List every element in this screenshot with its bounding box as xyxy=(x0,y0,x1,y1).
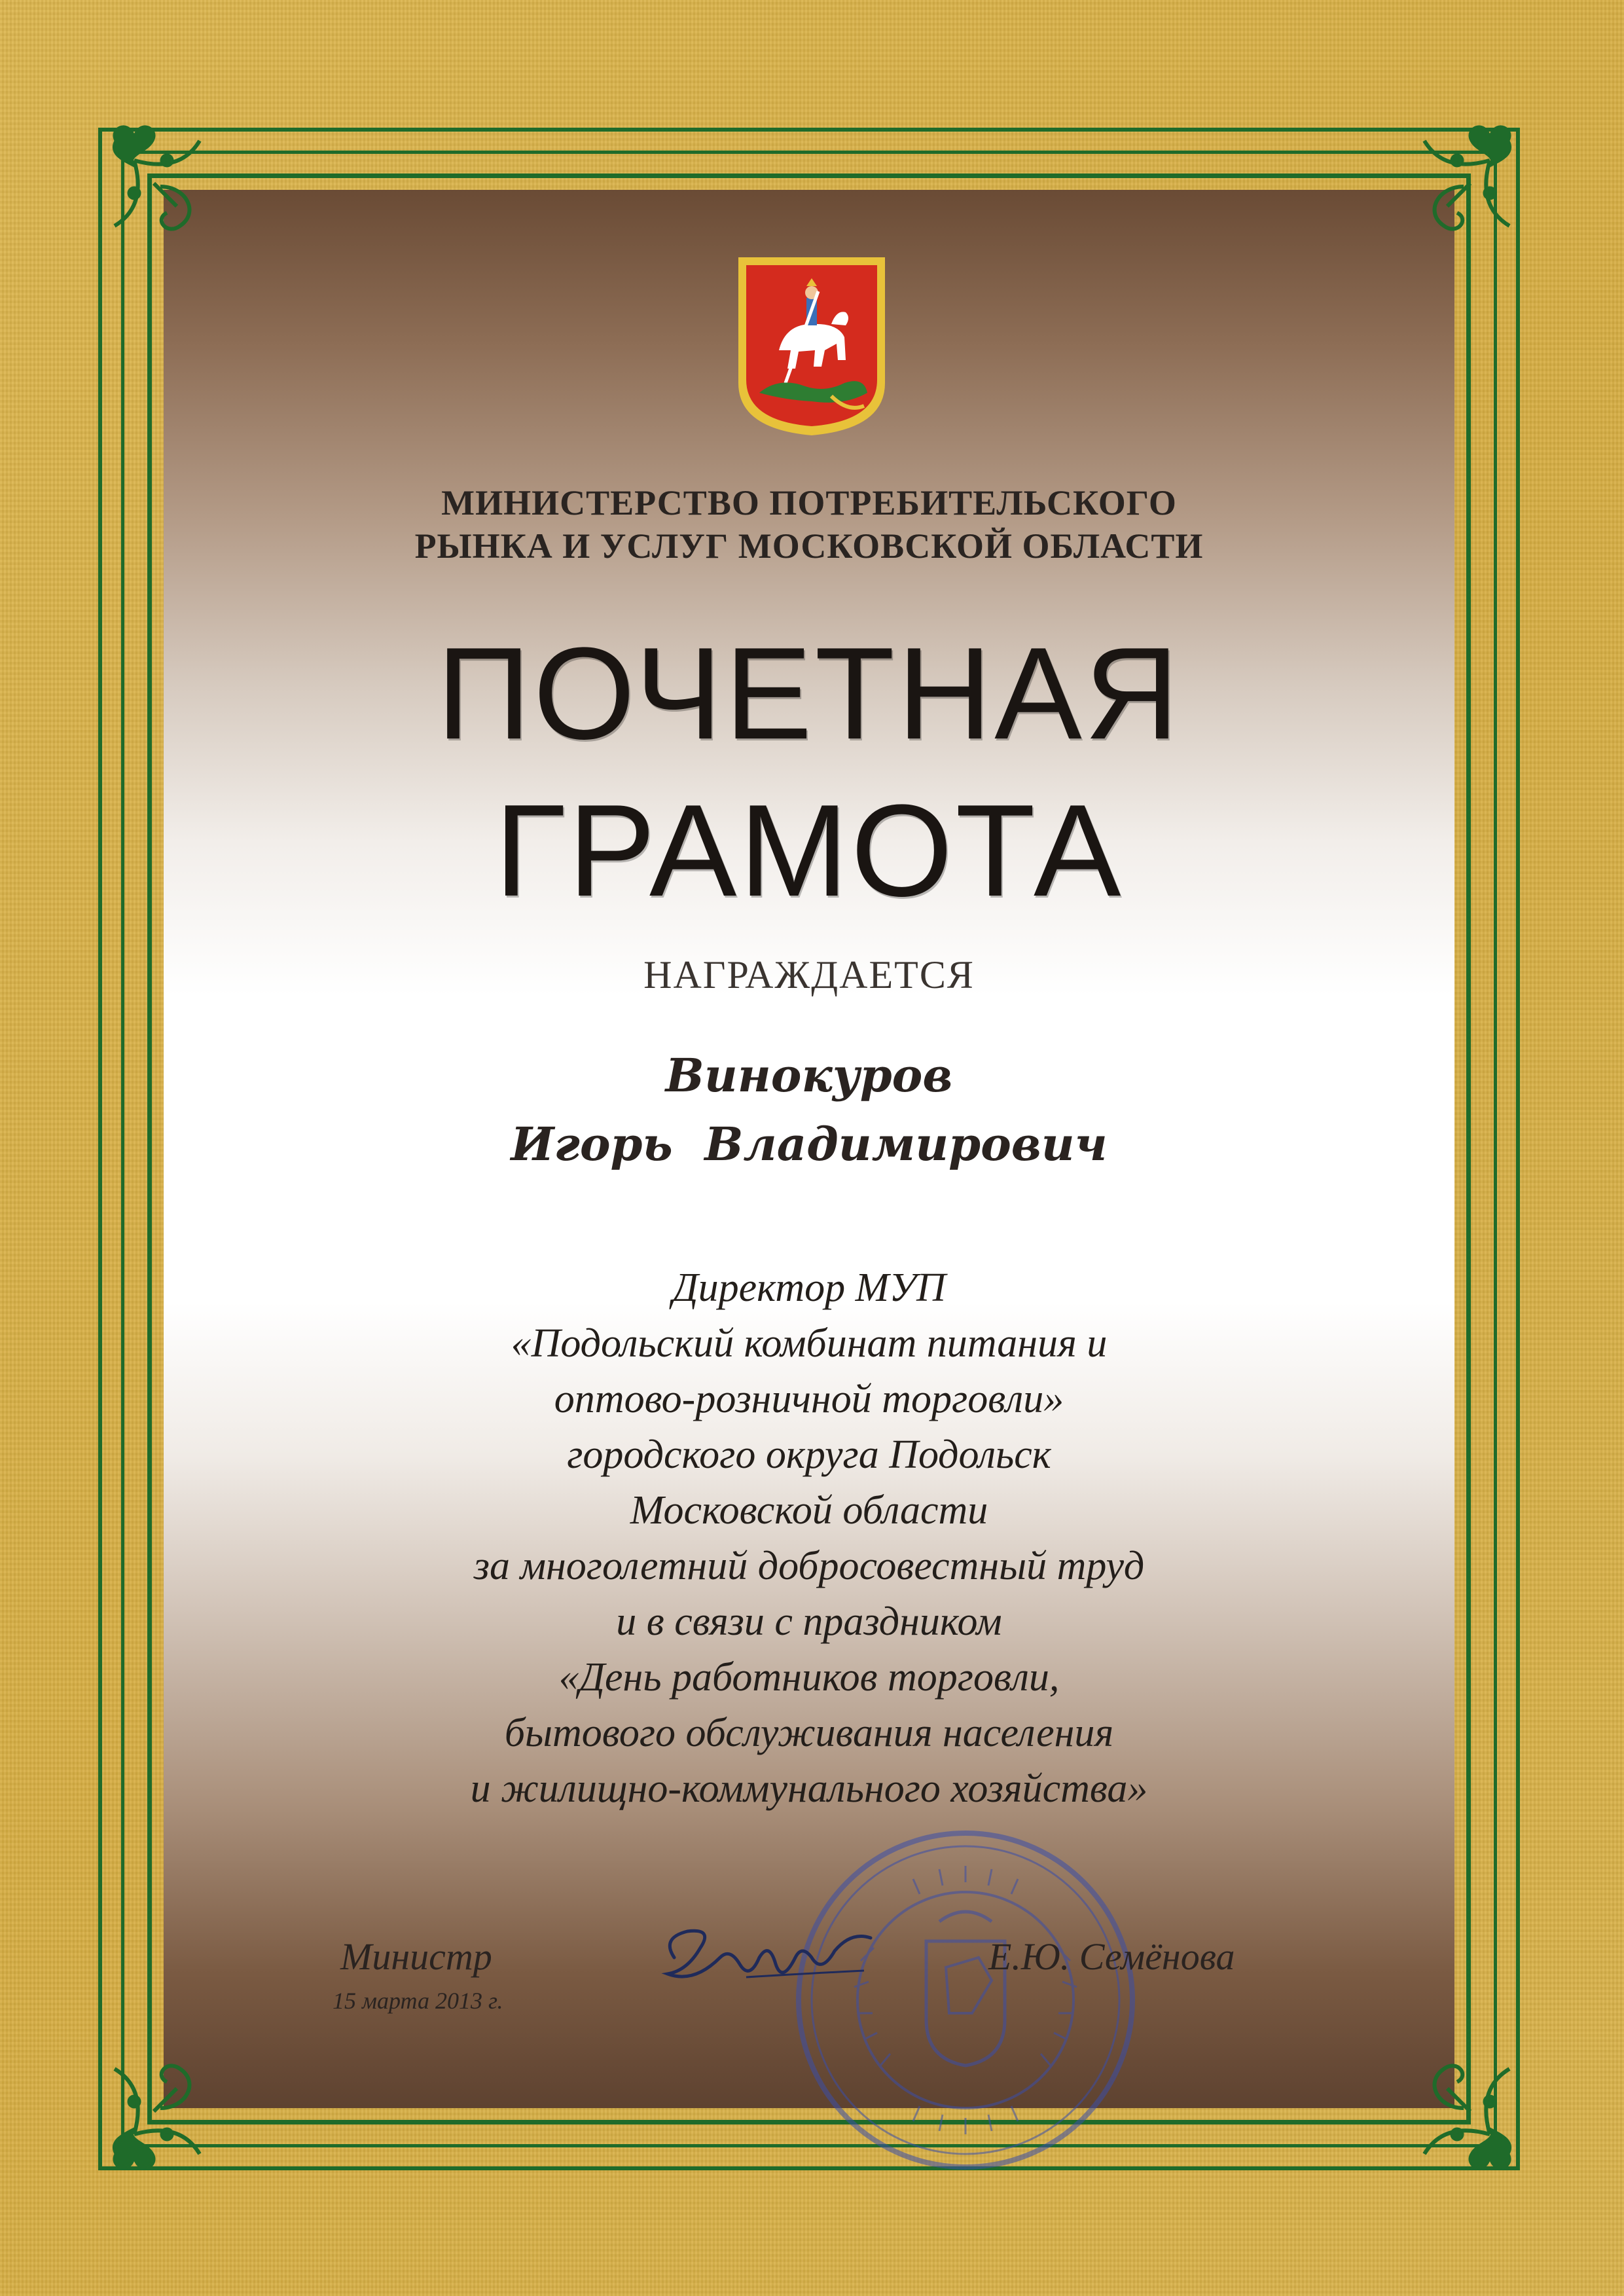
citation-line: Московской области xyxy=(630,1488,988,1533)
award-citation xyxy=(164,1260,1454,1817)
coat-of-arms-icon xyxy=(733,252,890,439)
citation-line: «Подольский комбинат питания и xyxy=(511,1321,1108,1366)
recipient-name xyxy=(164,1041,1454,1178)
recipient-surname: Винокуров xyxy=(665,1048,953,1102)
ministry-line: РЫНКА И УСЛУГ МОСКОВСКОЙ ОБЛАСТИ xyxy=(414,526,1204,566)
corner-ornament-icon xyxy=(88,1984,285,2180)
signatory-name: Е.Ю. Семёнова xyxy=(988,1935,1235,1978)
recipient-given-names: Игорь Владимирович xyxy=(511,1117,1108,1171)
citation-line: и жилищно-коммунального хозяйства» xyxy=(470,1766,1148,1811)
ministry-line: МИНИСТЕРСТВО ПОТРЕБИТЕЛЬСКОГО xyxy=(441,483,1177,522)
citation-line: за многолетний добросовестный труд xyxy=(473,1544,1145,1588)
corner-ornament-icon xyxy=(1339,115,1536,311)
citation-line: и в связи с праздником xyxy=(616,1599,1002,1644)
issuing-ministry xyxy=(164,481,1454,568)
citation-line: бытового обслуживания населения xyxy=(504,1711,1114,1755)
citation-line: Директор МУП xyxy=(672,1266,946,1310)
citation-line: оптово-розничной торговли» xyxy=(554,1377,1064,1421)
signatory-title: Министр xyxy=(340,1935,492,1978)
signature-icon xyxy=(655,1912,890,2016)
sign-date: 15 марта 2013 г. xyxy=(333,1988,503,2014)
corner-ornament-icon xyxy=(88,115,285,311)
citation-line: городского округа Подольск xyxy=(567,1432,1051,1477)
corner-ornament-icon xyxy=(1339,1984,1536,2180)
awarded-label: НАГРАЖДАЕТСЯ xyxy=(643,953,975,996)
title-line: ПОЧЕТНАЯ xyxy=(436,621,1182,767)
title-line: ГРАМОТА xyxy=(494,778,1124,924)
certificate-title xyxy=(164,615,1454,930)
citation-line: «День работников торговли, xyxy=(558,1655,1060,1700)
